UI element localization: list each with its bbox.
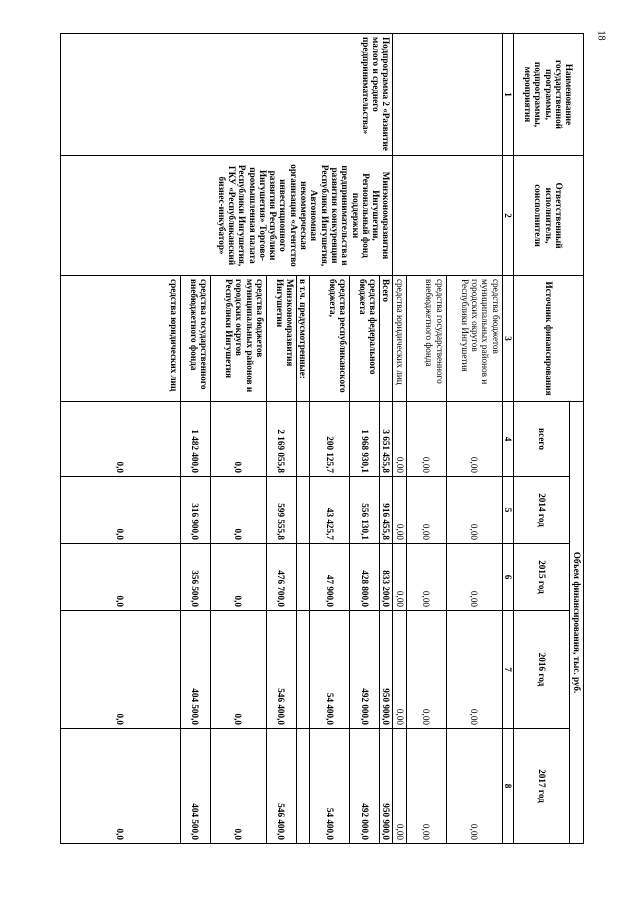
table-row [380, 34, 393, 844]
value-cell: 0,00 [406, 477, 446, 544]
value-cell: 0,0 [210, 611, 266, 729]
rotated-page [64, 33, 584, 843]
value-cell: 0,00 [446, 544, 502, 611]
table-row [446, 34, 502, 844]
value-cell: 0,00 [446, 477, 502, 544]
value-cell: 47 900,0 [310, 544, 350, 611]
funding-source-cell: средства бюджетов муниципальных районов и городских округов Республики Ингушетия [210, 276, 266, 402]
value-cell: 1 482 400,0 [180, 402, 210, 477]
funding-source-cell: средства федерального бюджета [350, 276, 380, 402]
column-number: 4 [502, 402, 513, 477]
value-cell [296, 611, 309, 729]
value-cell: 0,0 [210, 729, 266, 844]
value-cell: 0,00 [446, 611, 502, 729]
empty-cell [393, 34, 502, 156]
value-cell: 2 169 055,8 [266, 402, 296, 477]
value-cell: 0,00 [393, 402, 406, 477]
value-cell: 492 000,0 [350, 611, 380, 729]
value-cell: 0,0 [210, 544, 266, 611]
column-number: 1 [502, 34, 513, 156]
header-program-name: Наименование государственной программы, подпрограммы, мероприятия [514, 34, 584, 156]
value-cell: 0,00 [406, 611, 446, 729]
value-cell: 54 400,0 [310, 729, 350, 844]
value-cell: 0,0 [60, 402, 180, 477]
value-cell: 546 400,0 [266, 729, 296, 844]
empty-cell [393, 156, 502, 276]
funding-source-cell: средства государственного внебюджетного фонда [180, 276, 210, 402]
header-2016: 2016 год [514, 611, 570, 729]
column-number: 2 [502, 156, 513, 276]
value-cell: 0,0 [60, 729, 180, 844]
value-cell: 0,00 [393, 729, 406, 844]
value-cell: 0,0 [210, 402, 266, 477]
subprogram-name: Подпрограмма 2 «Развитие малого и среднего предпринимательства» [60, 34, 393, 156]
funding-source-cell: средства юридических лиц [60, 276, 180, 402]
funding-table [60, 33, 584, 844]
column-number: 8 [502, 729, 513, 844]
funding-source-cell: средства юридических лиц [393, 276, 406, 402]
value-cell: 950 900,0 [380, 611, 393, 729]
header-2015: 2015 год [514, 544, 570, 611]
value-cell [296, 402, 309, 477]
value-cell: 476 700,0 [266, 544, 296, 611]
funding-source-cell: Всего [380, 276, 393, 402]
funding-source-cell: в т.ч. предусмотренные: [296, 276, 309, 402]
subprogram-executors: Минэкономразвития Ингушетии, Региональный фонд поддержки предпринимательства и развития конкуренции Республики Ингушетия, Автономная некоммерческая организация «Агентство инвестиционного развития Республики Ингушетия» Торгово-промышленная палата Республики Ингушетия, ГКУ «Республиканский бизнес-инкубатор» [60, 156, 393, 276]
header-executor: Ответственный исполнитель, соисполнители [514, 156, 584, 276]
value-cell: 404 500,0 [180, 729, 210, 844]
header-total: всего [514, 402, 570, 477]
value-cell [296, 729, 309, 844]
value-cell: 916 455,8 [380, 477, 393, 544]
value-cell: 833 200,0 [380, 544, 393, 611]
value-cell: 54 400,0 [310, 611, 350, 729]
value-cell: 428 800,0 [350, 544, 380, 611]
header-funding-source: Источник финансирования [514, 276, 584, 402]
value-cell: 0,00 [406, 402, 446, 477]
value-cell: 0,0 [60, 544, 180, 611]
value-cell [296, 544, 309, 611]
header-2014: 2014 год [514, 477, 570, 544]
value-cell: 200 125,7 [310, 402, 350, 477]
value-cell: 0,00 [406, 544, 446, 611]
funding-source-cell: средства государственного внебюджетного фонда [406, 276, 446, 402]
value-cell: 404 500,0 [180, 611, 210, 729]
value-cell: 599 555,8 [266, 477, 296, 544]
value-cell: 0,00 [393, 611, 406, 729]
value-cell: 1 968 930,1 [350, 402, 380, 477]
column-number: 5 [502, 477, 513, 544]
funding-source-cell: средства бюджетов муниципальных районов и городских округов Республики Ингушетия [446, 276, 502, 402]
column-number-row [502, 34, 513, 844]
header-funding-volume: Объем финансирования, тыс. руб. [570, 402, 584, 844]
header-2017: 2017 год [514, 729, 570, 844]
value-cell: 0,00 [406, 729, 446, 844]
value-cell: 3 651 455,8 [380, 402, 393, 477]
value-cell: 546 400,0 [266, 611, 296, 729]
value-cell: 0,00 [446, 729, 502, 844]
page-number: 18 [595, 30, 607, 41]
value-cell: 316 900,0 [180, 477, 210, 544]
funding-source-cell: Минэкономразвития Ингушетии [266, 276, 296, 402]
value-cell: 43 425,7 [310, 477, 350, 544]
column-number: 3 [502, 276, 513, 402]
funding-source-cell: средства республиканского бюджета, [310, 276, 350, 402]
value-cell [296, 477, 309, 544]
value-cell: 0,00 [446, 402, 502, 477]
value-cell: 0,00 [393, 477, 406, 544]
column-number: 6 [502, 544, 513, 611]
value-cell: 0,0 [60, 477, 180, 544]
value-cell: 356 500,0 [180, 544, 210, 611]
value-cell: 950 900,0 [380, 729, 393, 844]
value-cell: 0,0 [210, 477, 266, 544]
column-number: 7 [502, 611, 513, 729]
value-cell: 0,0 [60, 611, 180, 729]
value-cell: 556 130,1 [350, 477, 380, 544]
value-cell: 0,00 [393, 544, 406, 611]
value-cell: 492 000,0 [350, 729, 380, 844]
